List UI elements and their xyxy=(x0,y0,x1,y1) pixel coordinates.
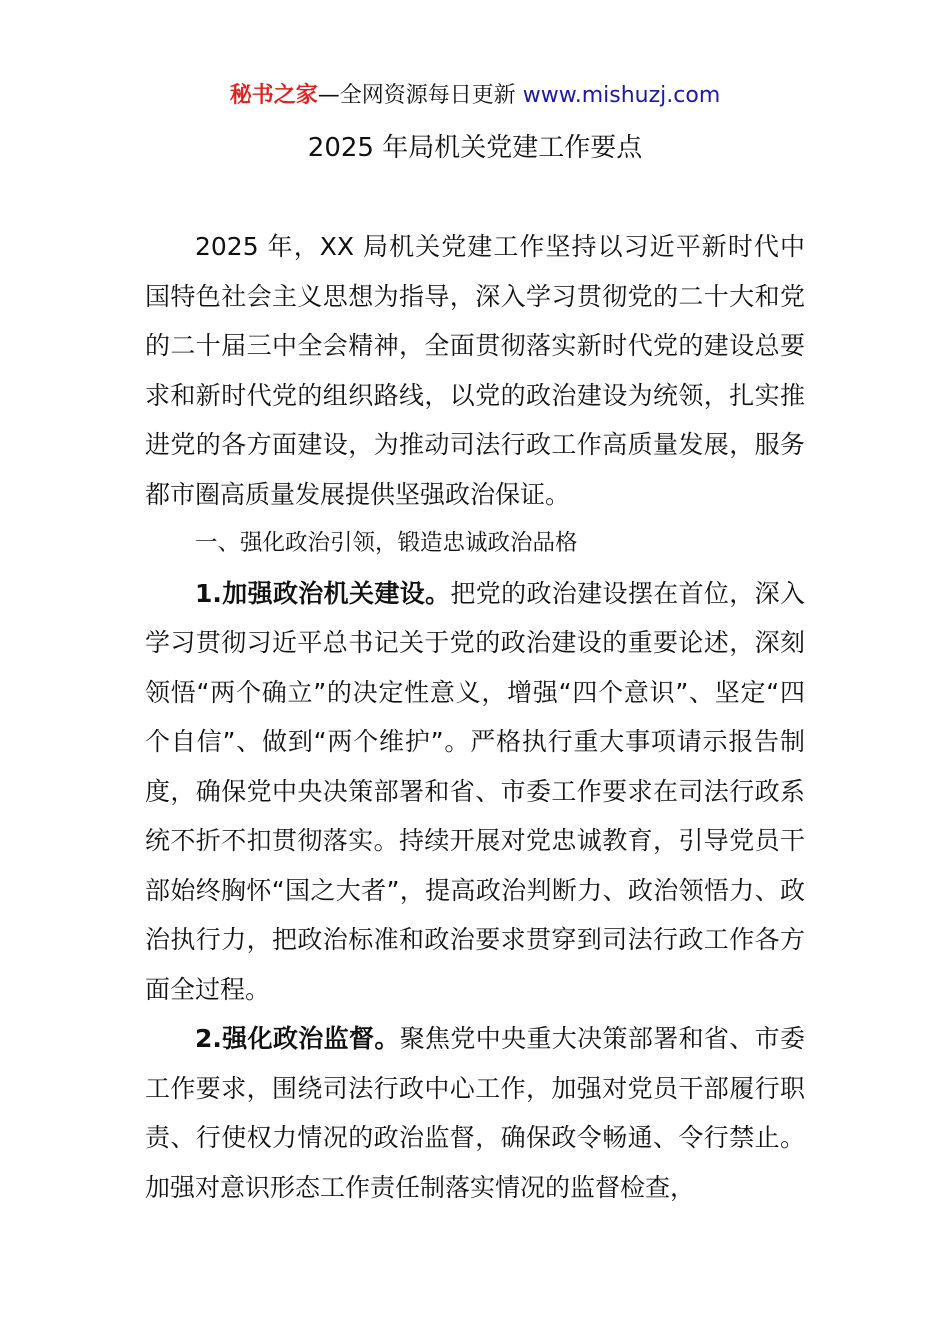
intro-paragraph: 2025 年，XX 局机关党建工作坚持以习近平新时代中国特色社会主义思想为指导，深入学习贯彻党的二十大和党的二十届三中全会精神，全面贯彻落实新时代党的建设总要求和新时代党的组织路线，以党的政治建设为统领，扎实推进党的各方面建设，为推动司法行政工作高质量发展，服务都市圈高质量发展提供坚强政治保证。 xyxy=(145,232,805,509)
item-paragraph-2 xyxy=(145,1014,805,1212)
item-text-1: 把党的政治建设摆在首位，深入学习贯彻习近平总书记关于党的政治建设的重要论述，深刻领悟“两个确立”的决定性意义，增强“四个意识”、坚定“四个自信”、做到“两个维护”。严格执行重大事项请示报告制度，确保党中央决策部署和省、市委工作要求在司法行政系统不折不扣贯彻落实。持续开展对党忠诚教育，引导党员干部始终胸怀“国之大者”，提高政治判断力、政治领悟力、政治执行力，把政治标准和政治要求贯穿到司法行政工作各方面全过程。 xyxy=(145,578,805,1004)
site-header xyxy=(0,80,950,112)
header-tagline: —全网资源每日更新 xyxy=(317,83,516,108)
document-body xyxy=(145,222,805,1212)
item-text-2: 聚焦党中央重大决策部署和省、市委工作要求，围绕司法行政中心工作，加强对党员干部履行职责、行使权力情况的政治监督，确保政令畅通、令行禁止。加强对意识形态工作责任制落实情况的监督检查， xyxy=(145,1024,805,1202)
item-lead-2: 2.强化政治监督。 xyxy=(195,1024,400,1053)
brand-name: 秘书之家 xyxy=(229,83,318,108)
item-lead-1: 1.加强政治机关建设。 xyxy=(195,578,451,608)
site-url-link[interactable]: www.mishuzj.com xyxy=(522,83,721,108)
section-heading: 一、强化政治引领，锻造忠诚政治品格 xyxy=(195,530,578,556)
item-paragraph-1 xyxy=(145,569,805,1015)
document-title: 2025 年局机关党建工作要点 xyxy=(307,133,643,163)
